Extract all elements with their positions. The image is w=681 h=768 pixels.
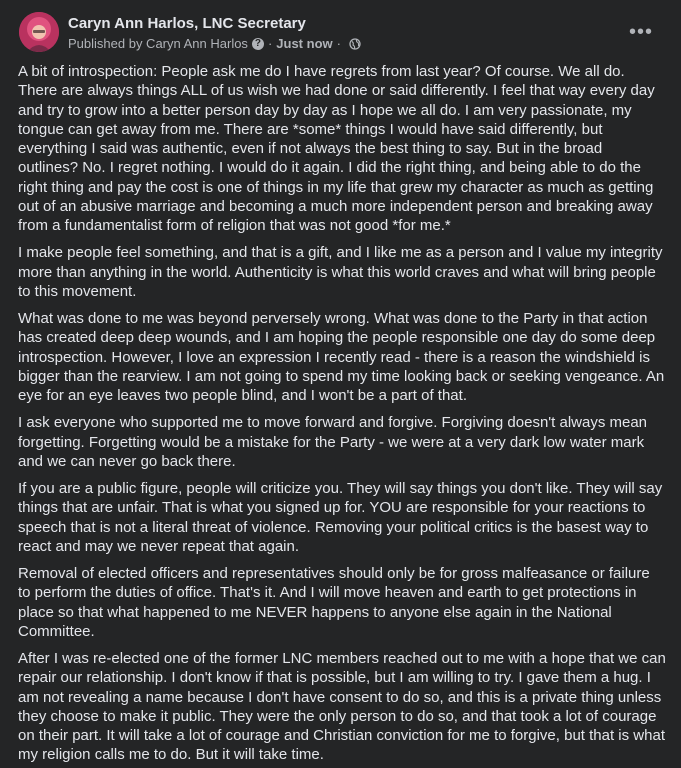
post-paragraph: Removal of elected officers and representatives should only be for gross malfeasance or failure to perform the duties of office. That's it. And I will move heaven and earth to get protections in place so that what happened to me NEVER happens to anyone else again in the National Committee. [18, 565, 650, 640]
avatar-image [19, 12, 59, 52]
post-meta [68, 12, 361, 53]
post-paragraph: After I was re-elected one of the former LNC members reached out to me with a hope that we can repair our relationship. I don't know if that is possible, but I am willing to try. I gave them a hug. I am not revealing a name because I don't have consent to do so, and this is a private thing unless they choose to make it public. They were the only person to do so, and that took a lot of courage on their part. It will take a lot of courage and Christian conviction for me to forgive, but that is what my religion calls me to do. But it will take time. [18, 650, 666, 764]
post-paragraph: I make people feel something, and that is a gift, and I like me as a person and I value my integrity more than anything in the world. Authenticity is what this world craves and what will bring people to this movement. [18, 244, 663, 300]
post-header [19, 12, 665, 56]
separator: · [336, 36, 341, 51]
post-subline [68, 35, 361, 53]
post-body [18, 62, 666, 768]
globe-icon[interactable] [349, 38, 361, 50]
post-timestamp[interactable]: Just now [276, 36, 333, 51]
post-paragraph: I ask everyone who supported me to move forward and forgive. Forgiving doesn't always mean forgetting. Forgetting would be a mistake for the Party - we were at a very dark low water mark and we can never go back there. [18, 414, 648, 470]
post-paragraph: What was done to me was beyond perversely wrong. What was done to the Party in that action has created deep deep wounds, and I am hoping the people responsible one day do some deep introspection. However, I love an expression I recently read - there is a reason the windshield is bigger than the rearview. I am not going to spend my time looking back or seeking vengeance. An eye for an eye leaves two people blind, and I won't be a part of that. [18, 310, 665, 404]
avatar[interactable] [19, 12, 59, 52]
author-name[interactable]: Caryn Ann Harlos, LNC Secretary [68, 15, 306, 32]
separator: · [267, 36, 273, 51]
info-icon[interactable]: ? [252, 38, 264, 50]
published-by-label[interactable]: Published by Caryn Ann Harlos [68, 36, 248, 51]
more-options-button[interactable]: ••• [628, 20, 653, 43]
post-paragraph: If you are a public figure, people will criticize you. They will say things you don't like. They will say things that are unfair. That is what you signed up for. YOU are responsible for your reactions to speech that is not a literal threat of violence. Removing your political critics is the basest way to react and may we never repeat that again. [18, 480, 663, 555]
post-paragraph: A bit of introspection: People ask me do I have regrets from last year? Of course. We all do. There are always things ALL of us wish we had done or said differently. I feel that way every day and try to grow into a better person day by day as I hope we all do. I am very passionate, my tongue can get away from me. There are *some* things I would have said differently, but everything I said was authentic, even if not always the best thing to say. But in the broad outlines? No. I regret nothing. I would do it again. I did the right thing, and being able to do the right thing and pay the cost is one of things in my life that grew my character as much as getting out of an abusive marriage and becoming a much more independent person and breaking away from a fundamentalist form of religion that was not good *for me.* [18, 63, 655, 234]
